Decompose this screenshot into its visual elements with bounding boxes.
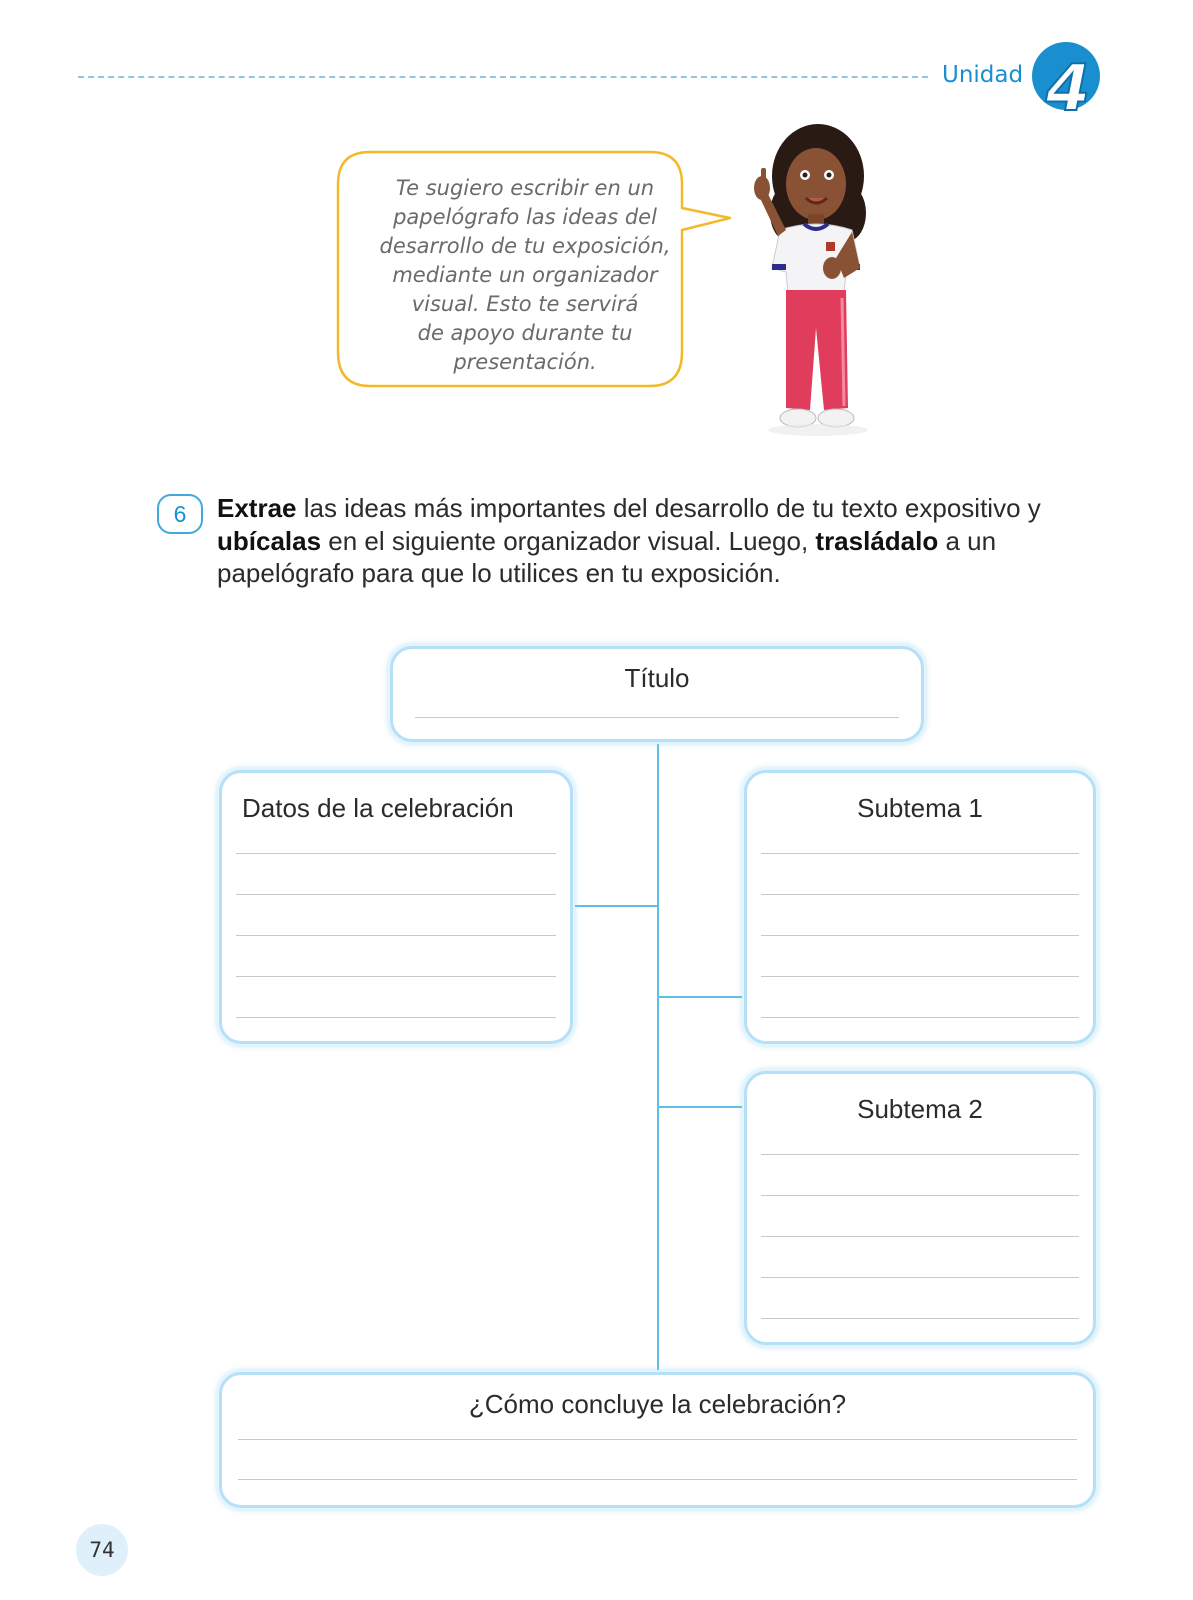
instruction-verb-trasladalo: trasládalo	[815, 525, 939, 556]
datos-write-line-2[interactable]	[236, 894, 556, 895]
connector-to-subtema2	[657, 1106, 744, 1108]
connector-to-datos	[573, 905, 659, 907]
subtema1-write-line-1[interactable]	[761, 853, 1079, 854]
activity-number: 6	[157, 494, 203, 534]
conclusion-write-line-2[interactable]	[238, 1479, 1077, 1480]
unit-number-badge	[1022, 34, 1112, 124]
instruction-text-1: las ideas más importantes del desarrollo de tu texto expositivo y	[296, 493, 1041, 523]
connector-vertical-main	[657, 742, 659, 1372]
instruction-verb-ubicalas: ubícalas	[217, 525, 322, 556]
instruction-verb-extrae: Extrae	[217, 493, 297, 523]
subtema1-write-line-3[interactable]	[761, 935, 1079, 936]
conclusion-box	[219, 1372, 1096, 1508]
title-box-label: Título	[624, 663, 690, 693]
title-box	[390, 646, 924, 742]
unit-label: Unidad	[942, 62, 1024, 88]
instruction-text-3: a un papelógrafo para que lo utilices en tu exposición.	[217, 525, 997, 588]
activity-instructions	[217, 492, 1057, 590]
subtema2-write-line-5[interactable]	[761, 1318, 1079, 1319]
datos-box	[219, 770, 573, 1044]
subtema1-write-line-2[interactable]	[761, 894, 1079, 895]
datos-write-line-4[interactable]	[236, 976, 556, 977]
girl-illustration	[748, 118, 888, 458]
subtema1-write-line-4[interactable]	[761, 976, 1079, 977]
unit-number: 4	[1045, 52, 1091, 124]
datos-box-label: Datos de la celebración	[242, 793, 514, 823]
instruction-text-2: en el siguiente organizador visual. Luego,	[321, 525, 816, 556]
datos-write-line-3[interactable]	[236, 935, 556, 936]
conclusion-box-label: ¿Cómo concluye la celebración?	[468, 1389, 847, 1419]
subtema2-write-line-2[interactable]	[761, 1195, 1079, 1196]
subtema1-write-line-5[interactable]	[761, 1017, 1079, 1018]
page-number: 74	[89, 1538, 115, 1562]
header-dashed-rule	[78, 76, 928, 78]
subtema2-box	[744, 1071, 1096, 1345]
subtema2-box-label: Subtema 2	[857, 1094, 983, 1124]
subtema2-write-line-1[interactable]	[761, 1154, 1079, 1155]
subtema1-box-label: Subtema 1	[857, 793, 983, 823]
conclusion-write-line-1[interactable]	[238, 1439, 1077, 1440]
subtema2-write-line-4[interactable]	[761, 1277, 1079, 1278]
title-write-line[interactable]	[415, 717, 899, 718]
speech-bubble-text: Te sugiero escribir en un papelógrafo las ideas del desarrollo de tu exposición, mediante un organizador visual. Esto te servirá de apoyo durante tu presentación.	[379, 176, 671, 374]
datos-write-line-5[interactable]	[236, 1017, 556, 1018]
subtema1-box	[744, 770, 1096, 1044]
subtema2-write-line-3[interactable]	[761, 1236, 1079, 1237]
connector-to-subtema1	[657, 996, 744, 998]
datos-write-line-1[interactable]	[236, 853, 556, 854]
